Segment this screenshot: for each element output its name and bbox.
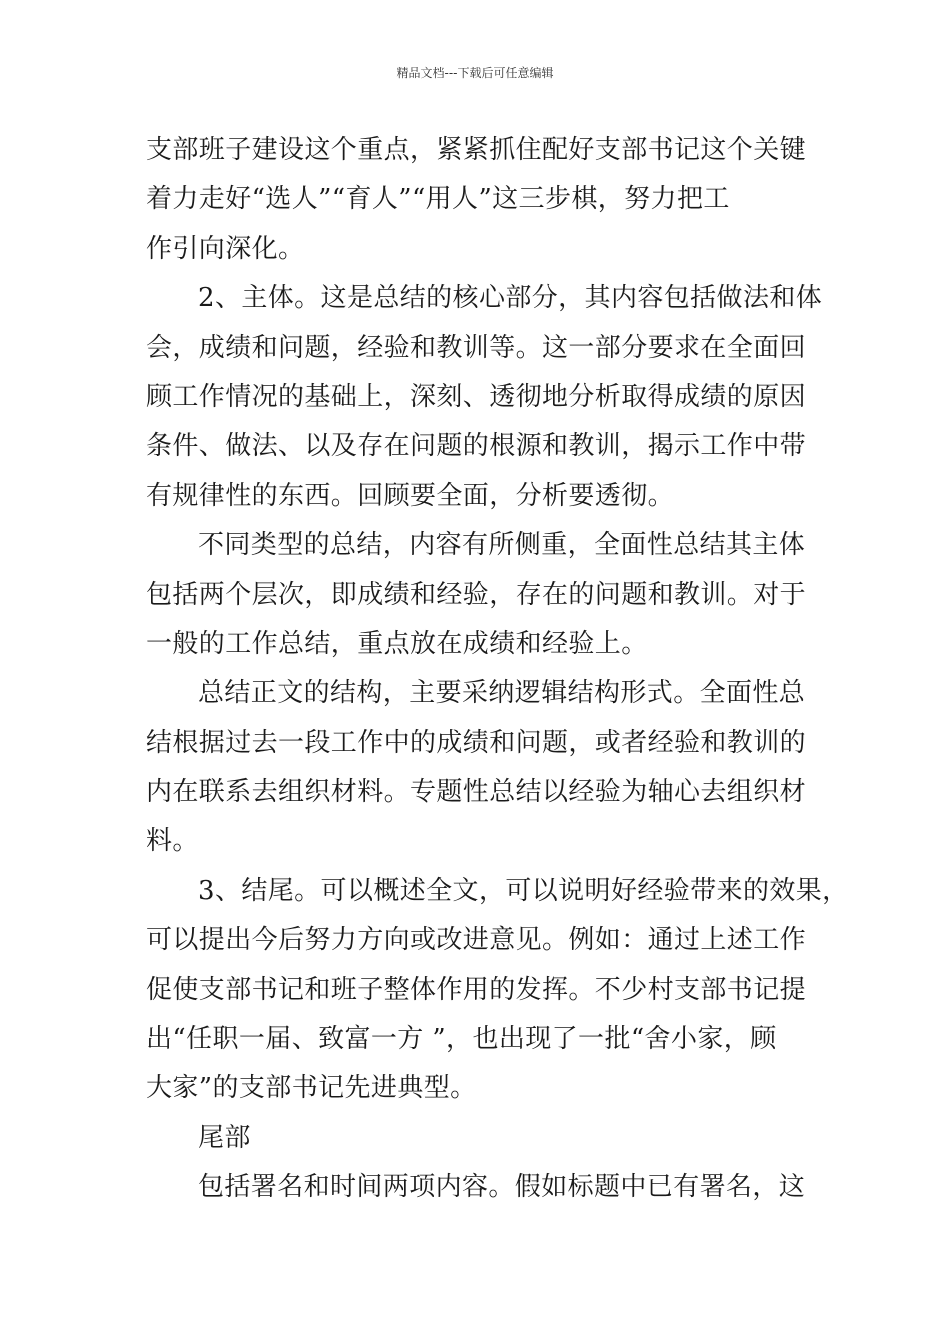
text-line: 大家”的支部书记先进典型。 <box>146 1073 477 1104</box>
text-line: 2、主体。这是总结的核心部分，其内容包括做法和体 <box>198 283 823 314</box>
text-line: 促使支部书记和班子整体作用的发挥。不少村支部书记提 <box>146 974 807 1005</box>
text-line: 一般的工作总结，重点放在成绩和经验上。 <box>146 628 648 659</box>
text-line: 内在联系去组织材料。专题性总结以经验为轴心去组织材 <box>146 777 807 808</box>
text-line: 着力走好“选人”“育人”“用人”这三步棋，努力把工 <box>146 184 730 215</box>
text-line: 作引向深化。 <box>146 233 305 264</box>
text-line: 会，成绩和问题，经验和教训等。这一部分要求在全面回 <box>146 332 807 363</box>
text-line: 顾工作情况的基础上，深刻、透彻地分析取得成绩的原因 <box>146 381 807 412</box>
text-line: 条件、做法、以及存在问题的根源和教训，揭示工作中带 <box>146 431 807 462</box>
text-line: 包括两个层次，即成绩和经验，存在的问题和教训。对于 <box>146 579 807 610</box>
text-line: 可以提出今后努力方向或改进意见。例如：通过上述工作 <box>146 925 807 956</box>
text-line: 支部班子建设这个重点，紧紧抓住配好支部书记这个关键 <box>146 135 807 165</box>
text-line: 结根据过去一段工作中的成绩和问题，或者经验和教训的 <box>146 727 807 758</box>
text-line: 有规律性的东西。回顾要全面，分析要透彻。 <box>146 480 675 511</box>
document-body <box>146 126 849 1213</box>
text-line: 出“任职一届、致富一方 ”，也出现了一批“舍小家，顾 <box>146 1024 777 1055</box>
text-line: 总结正文的结构，主要采纳逻辑结构形式。全面性总 <box>198 678 806 709</box>
page-header: 精品文档---下载后可任意编辑 <box>396 66 554 80</box>
text-line: 尾部 <box>198 1122 251 1153</box>
text-line: 3、结尾。可以概述全文，可以说明好经验带来的效果， <box>198 875 849 906</box>
text-line: 不同类型的总结，内容有所侧重，全面性总结其主体 <box>198 530 806 561</box>
text-line: 料。 <box>146 826 199 857</box>
text-line: 包括署名和时间两项内容。假如标题中已有署名，这 <box>198 1172 806 1203</box>
